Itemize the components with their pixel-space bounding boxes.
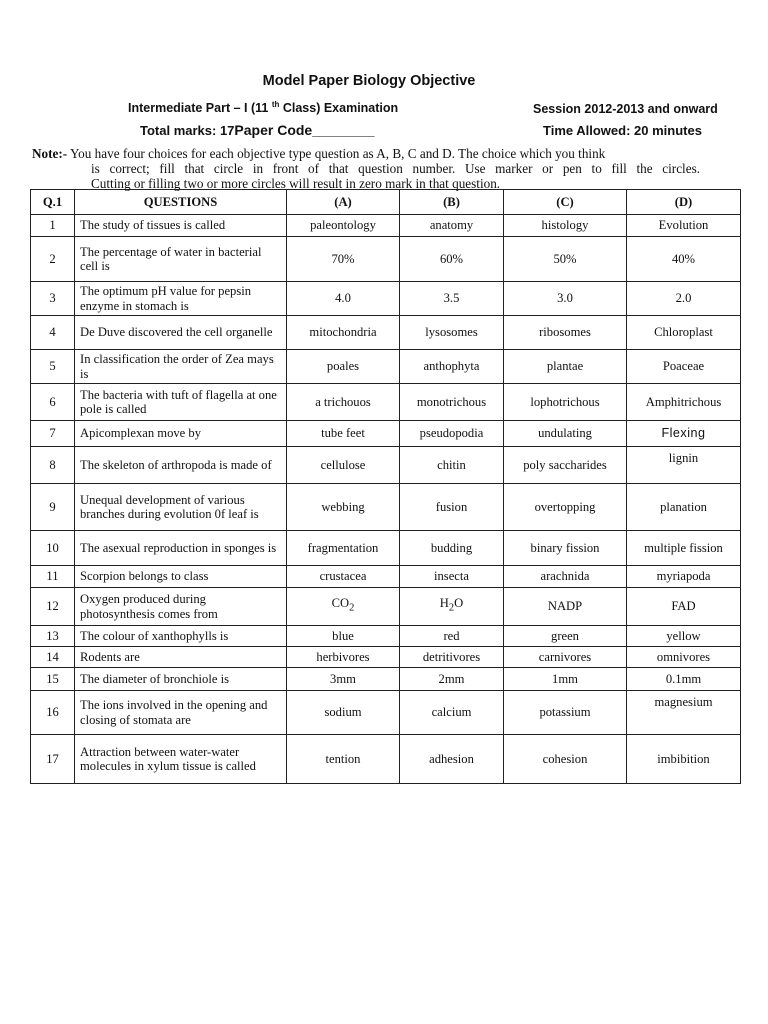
option-b: adhesion	[400, 735, 504, 784]
table-row	[31, 647, 741, 668]
question-number: 2	[31, 237, 75, 282]
question-number: 4	[31, 316, 75, 350]
option-a: a trichouos	[287, 384, 400, 421]
note-line-1	[32, 146, 700, 161]
option-a: cellulose	[287, 447, 400, 484]
option-a: webbing	[287, 484, 400, 531]
option-b: pseudopodia	[400, 421, 504, 447]
option-d: Flexing	[627, 421, 741, 447]
question-number: 17	[31, 735, 75, 784]
option-d: magnesium	[627, 691, 741, 735]
questions-table	[30, 189, 741, 784]
option-a: paleontology	[287, 215, 400, 237]
option-a: 70%	[287, 237, 400, 282]
note-text-1: You have four choices for each objective type question as A, B, C and D. The choice which you think	[67, 146, 606, 161]
option-c: binary fission	[504, 531, 627, 566]
table-row	[31, 668, 741, 691]
option-d: omnivores	[627, 647, 741, 668]
option-b	[400, 588, 504, 626]
option-a: fragmentation	[287, 531, 400, 566]
option-b: anatomy	[400, 215, 504, 237]
option-a: crustacea	[287, 566, 400, 588]
question-number: 8	[31, 447, 75, 484]
option-a	[287, 588, 400, 626]
question-number: 12	[31, 588, 75, 626]
option-a: blue	[287, 626, 400, 647]
table-row	[31, 316, 741, 350]
option-d: Amphitrichous	[627, 384, 741, 421]
question-text: Rodents are	[75, 647, 287, 668]
table-row	[31, 531, 741, 566]
table-row	[31, 384, 741, 421]
column-header-questions: QUESTIONS	[75, 190, 287, 215]
option-d: FAD	[627, 588, 741, 626]
option-d: myriapoda	[627, 566, 741, 588]
option-d: 40%	[627, 237, 741, 282]
option-b: 60%	[400, 237, 504, 282]
option-c: ribosomes	[504, 316, 627, 350]
option-d: 2.0	[627, 282, 741, 316]
question-number: 5	[31, 350, 75, 384]
option-d: Poaceae	[627, 350, 741, 384]
exam-superscript: th	[271, 100, 280, 109]
question-text: The study of tissues is called	[75, 215, 287, 237]
table-row	[31, 215, 741, 237]
question-number: 1	[31, 215, 75, 237]
option-a: tention	[287, 735, 400, 784]
option-c: overtopping	[504, 484, 627, 531]
question-text: Attraction between water-water molecules in xylum tissue is called	[75, 735, 287, 784]
page-title: Model Paper Biology Objective	[262, 73, 476, 89]
question-text: In classification the order of Zea mays is	[75, 350, 287, 384]
option-d: imbibition	[627, 735, 741, 784]
question-number: 14	[31, 647, 75, 668]
question-text: The asexual reproduction in sponges is	[75, 531, 287, 566]
option-b: 2mm	[400, 668, 504, 691]
question-number: 11	[31, 566, 75, 588]
option-c: 50%	[504, 237, 627, 282]
exam-suffix: Class) Examination	[279, 101, 399, 116]
question-text: Unequal development of various branches during evolution 0f leaf is	[75, 484, 287, 531]
option-a: poales	[287, 350, 400, 384]
option-c: 3.0	[504, 282, 627, 316]
instructions-note	[32, 146, 700, 191]
option-b-formula: H	[439, 596, 449, 611]
question-text: The diameter of bronchiole is	[75, 668, 287, 691]
option-c: lophotrichous	[504, 384, 627, 421]
option-b: red	[400, 626, 504, 647]
option-c: potassium	[504, 691, 627, 735]
option-b: detritivores	[400, 647, 504, 668]
question-text: The ions involved in the opening and closing of stomata are	[75, 691, 287, 735]
question-number: 3	[31, 282, 75, 316]
option-d: planation	[627, 484, 741, 531]
option-c: NADP	[504, 588, 627, 626]
question-number: 10	[31, 531, 75, 566]
column-header-option-b: (B)	[400, 190, 504, 215]
option-a-subscript: 2	[349, 603, 355, 614]
question-text: The colour of xanthophylls is	[75, 626, 287, 647]
column-header-option-a: (A)	[287, 190, 400, 215]
question-text: The percentage of water in bacterial cell is	[75, 237, 287, 282]
question-text: Oxygen produced during photosynthesis comes from	[75, 588, 287, 626]
option-a: herbivores	[287, 647, 400, 668]
table-row	[31, 566, 741, 588]
question-text: The bacteria with tuft of flagella at one pole is called	[75, 384, 287, 421]
column-header-option-d: (D)	[627, 190, 741, 215]
table-row	[31, 282, 741, 316]
table-row	[31, 350, 741, 384]
marks-line	[140, 122, 375, 138]
table-row	[31, 484, 741, 531]
option-b: budding	[400, 531, 504, 566]
option-b-formula-tail: O	[454, 596, 464, 611]
note-line-2: is correct; fill that circle in front of that question number. Use marker or pen to fill the circles.	[91, 161, 700, 176]
option-a: mitochondria	[287, 316, 400, 350]
option-c: arachnida	[504, 566, 627, 588]
option-b: anthophyta	[400, 350, 504, 384]
session-label: Session 2012-2013 and onward	[533, 102, 718, 116]
time-allowed: Time Allowed: 20 minutes	[543, 123, 702, 138]
option-b: fusion	[400, 484, 504, 531]
option-b: chitin	[400, 447, 504, 484]
question-text: Apicomplexan move by	[75, 421, 287, 447]
option-d: lignin	[627, 447, 741, 484]
option-c: undulating	[504, 421, 627, 447]
question-number: 15	[31, 668, 75, 691]
option-a-formula: CO	[331, 596, 350, 611]
question-number: 7	[31, 421, 75, 447]
option-b: lysosomes	[400, 316, 504, 350]
question-number: 9	[31, 484, 75, 531]
table-header-row	[31, 190, 741, 215]
total-marks: Total marks: 17	[140, 123, 235, 138]
table-row	[31, 691, 741, 735]
option-a: tube feet	[287, 421, 400, 447]
table-row	[31, 237, 741, 282]
question-text: De Duve discovered the cell organelle	[75, 316, 287, 350]
question-text: The optimum pH value for pepsin enzyme in stomach is	[75, 282, 287, 316]
option-b: monotrichous	[400, 384, 504, 421]
exam-prefix: Intermediate Part – I (11	[128, 101, 272, 116]
option-d: multiple fission	[627, 531, 741, 566]
column-header-number: Q.1	[31, 190, 75, 215]
question-text: Scorpion belongs to class	[75, 566, 287, 588]
option-c: poly saccharides	[504, 447, 627, 484]
question-text: The skeleton of arthropoda is made of	[75, 447, 287, 484]
option-b: calcium	[400, 691, 504, 735]
option-d: 0.1mm	[627, 668, 741, 691]
option-a: 4.0	[287, 282, 400, 316]
column-header-option-c: (C)	[504, 190, 627, 215]
option-d: Evolution	[627, 215, 741, 237]
question-number: 6	[31, 384, 75, 421]
table-row	[31, 421, 741, 447]
table-row	[31, 588, 741, 626]
table-row	[31, 626, 741, 647]
option-d: Chloroplast	[627, 316, 741, 350]
option-b: 3.5	[400, 282, 504, 316]
option-c: 1mm	[504, 668, 627, 691]
option-c: histology	[504, 215, 627, 237]
table-row	[31, 447, 741, 484]
question-number: 13	[31, 626, 75, 647]
option-b: insecta	[400, 566, 504, 588]
table-row	[31, 735, 741, 784]
option-a: sodium	[287, 691, 400, 735]
exam-name	[128, 100, 398, 115]
note-label: Note:-	[32, 146, 68, 161]
option-a: 3mm	[287, 668, 400, 691]
option-d: yellow	[627, 626, 741, 647]
option-c: plantae	[504, 350, 627, 384]
note-line-3: Cutting or filling two or more circles will result in zero mark in that question.	[91, 176, 501, 191]
option-c: green	[504, 626, 627, 647]
paper-code: Paper Code________	[234, 122, 375, 138]
question-number: 16	[31, 691, 75, 735]
option-b-subscript: 2	[448, 603, 455, 614]
option-c: cohesion	[504, 735, 627, 784]
option-c: carnivores	[504, 647, 627, 668]
